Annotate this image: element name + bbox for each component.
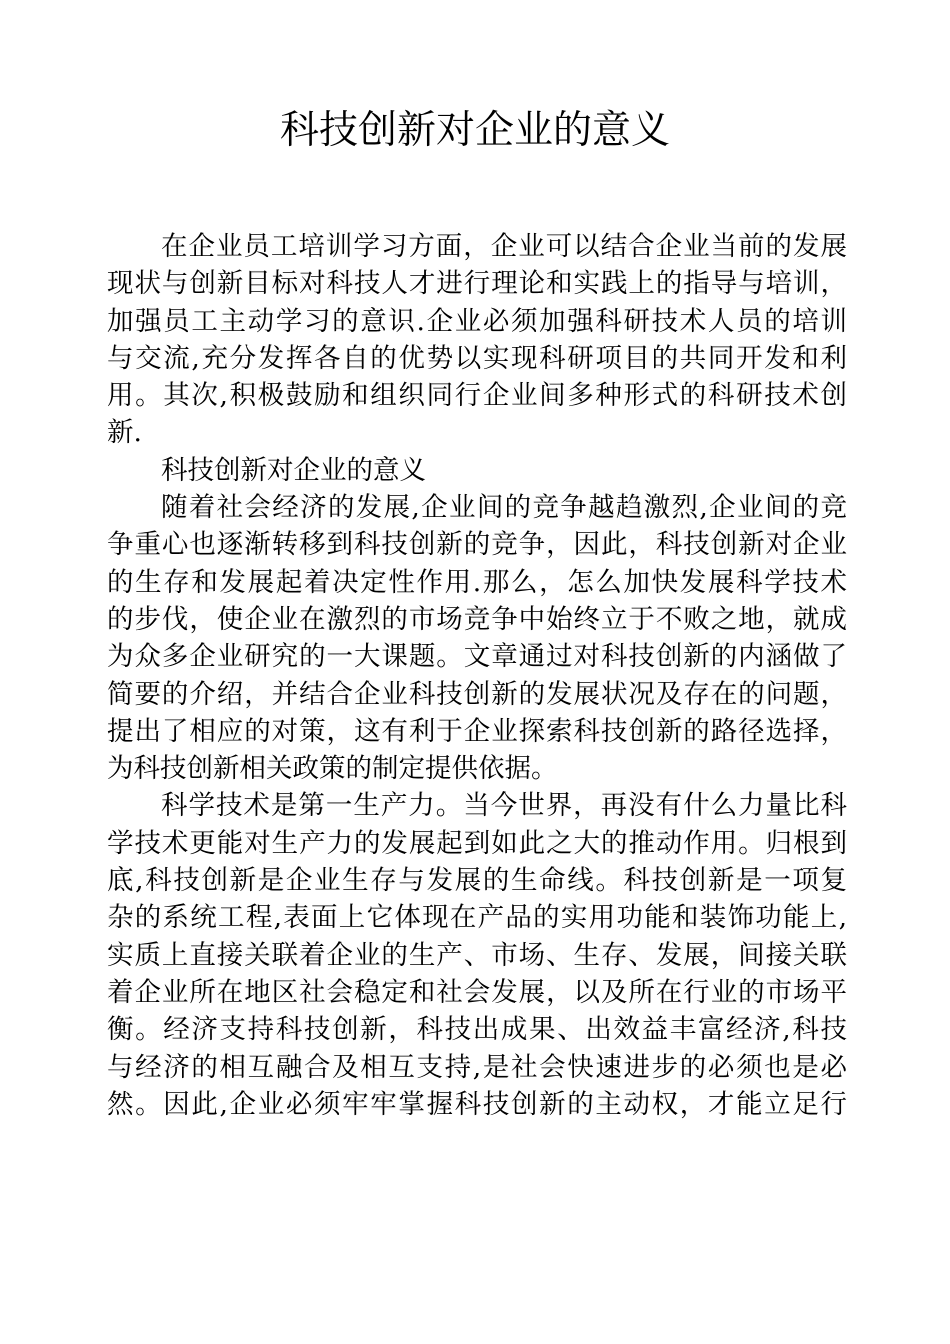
paragraph-2-line-6: 简要的介绍，并结合企业科技创新的发展状况及存在的问题， [107,678,847,710]
paragraph-1-line-4: 与交流,充分发挥各自的优势以实现科研项目的共同开发和利 [107,342,847,374]
paragraph-2-line-5: 为众多企业研究的一大课题。文章通过对科技创新的内涵做了 [107,641,847,673]
paragraph-3-line-9: 然。因此,企业必须牢牢掌握科技创新的主动权，才能立足行 [107,1088,847,1120]
section-heading: 科技创新对企业的意义 [161,454,426,486]
paragraph-3-line-7: 衡。经济支持科技创新，科技出成果、出效益丰富经济,科技 [107,1014,847,1046]
document-body [107,228,847,1123]
paragraph-1-line-3: 加强员工主动学习的意识.企业必须加强科研技术人员的培训 [107,305,847,337]
paragraph-2-line-7: 提出了相应的对策，这有利于企业探索科技创新的路径选择， [107,715,847,747]
paragraph-2-line-8: 为科技创新相关政策的制定提供依据。 [107,753,558,785]
paragraph-3-line-4: 杂的系统工程,表面上它体现在产品的实用功能和装饰功能上, [107,902,847,934]
paragraph-3-line-6: 着企业所在地区社会稳定和社会发展，以及所在行业的市场平 [107,976,847,1008]
paragraph-3-line-2: 学技术更能对生产力的发展起到如此之大的推动作用。归根到 [107,827,847,859]
paragraph-2-line-3: 的生存和发展起着决定性作用.那么，怎么加快发展科学技术 [107,566,847,598]
paragraph-1-line-2: 现状与创新目标对科技人才进行理论和实践上的指导与培训， [107,268,847,300]
paragraph-3-line-8: 与经济的相互融合及相互支持,是社会快速进步的必须也是必 [107,1051,847,1083]
paragraph-3-line-3: 底,科技创新是企业生存与发展的生命线。科技创新是一项复 [107,865,847,897]
paragraph-3-line-1: 科学技术是第一生产力。当今世界，再没有什么力量比科 [161,790,847,822]
paragraph-2-line-4: 的步伐，使企业在激烈的市场竞争中始终立于不败之地，就成 [107,603,847,635]
paragraph-1-line-1: 在企业员工培训学习方面，企业可以结合企业当前的发展 [161,231,847,262]
paragraph-1-line-6: 新. [107,417,142,449]
paragraph-2-line-1: 随着社会经济的发展,企业间的竞争越趋激烈,企业间的竞 [161,492,847,524]
document-title: 科技创新对企业的意义 [279,108,670,153]
paragraph-3-line-5: 实质上直接关联着企业的生产、市场、生存、发展，间接关联 [107,939,847,971]
paragraph-1-line-5: 用。其次,积极鼓励和组织同行企业间多种形式的科研技术创 [107,380,847,412]
paragraph-2-line-2: 争重心也逐渐转移到科技创新的竞争，因此，科技创新对企业 [107,529,847,561]
